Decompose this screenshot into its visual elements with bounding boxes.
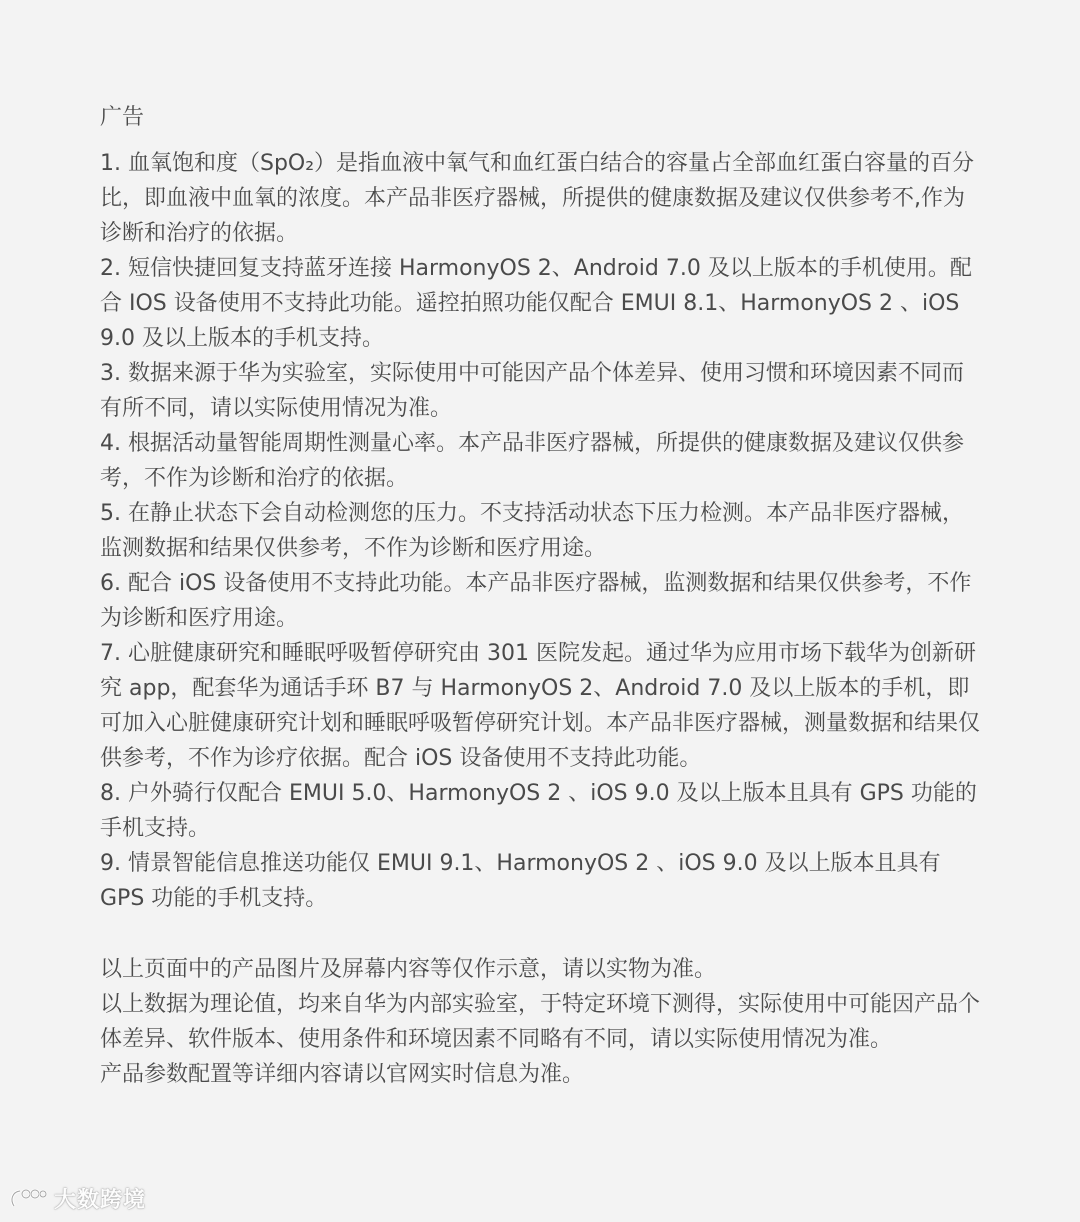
footnote-item: 6. 配合 iOS 设备使用不支持此功能。本产品非医疗器械，监测数据和结果仅供参考，不作为诊断和医疗用途。 [100,571,972,631]
disclaimer-line: 产品参数配置等详细内容请以官网实时信息为准。 [100,1062,585,1087]
footnote-item: 8. 户外骑行仅配合 EMUI 5.0、HarmonyOS 2 、iOS 9.0 及以上版本且具有 GPS 功能的手机支持。 [100,781,977,841]
footnote-list [100,146,980,916]
disclaimer-block [100,952,980,1092]
footnote-item: 1. 血氧饱和度（SpO₂）是指血液中氧气和血红蛋白结合的容量占全部血红蛋白容量的百分比，即血液中血氧的浓度。本产品非医疗器械，所提供的健康数据及建议仅供参考不,作为诊断和治疗的依据。 [100,151,975,246]
footnote-item: 2. 短信快捷回复支持蓝牙连接 HarmonyOS 2、Android 7.0 及以上版本的手机使用。配合 IOS 设备使用不支持此功能。遥控拍照功能仅配合 EMUI 8.1、HarmonyOS 2 、iOS 9.0 及以上版本的手机支持。 [100,256,972,351]
footnote-item: 9. 情景智能信息推送功能仅 EMUI 9.1、HarmonyOS 2 、iOS 9.0 及以上版本且具有 GPS 功能的手机支持。 [100,851,941,911]
footnote-item: 4. 根据活动量智能周期性测量心率。本产品非医疗器械，所提供的健康数据及建议仅供参考，不作为诊断和治疗的依据。 [100,431,964,491]
watermark-text: 大数跨境 [54,1188,147,1213]
document-body [100,100,980,1092]
footnote-item: 7. 心脏健康研究和睡眠呼吸暂停研究由 301 医院发起。通过华为应用市场下载华为创新研究 app，配套华为通话手环 B7 与 HarmonyOS 2、Android 7.0 及以上版本的手机，即可加入心脏健康研究计划和睡眠呼吸暂停研究计划。本产品非医疗器械，测量数据和结果仅供参考，不作为诊疗依据。配合 iOS 设备使用不支持此功能。 [100,641,981,771]
ad-heading: 广告 [100,105,145,130]
footnote-item: 5. 在静止状态下会自动检测您的压力。不支持活动状态下压力检测。本产品非医疗器械，监测数据和结果仅供参考，不作为诊断和医疗用途。 [100,501,964,561]
disclaimer-line: 以上数据为理论值，均来自华为内部实验室，于特定环境下测得，实际使用中可能因产品个体差异、软件版本、使用条件和环境因素不同略有不同，请以实际使用情况为准。 [100,992,981,1052]
disclaimer-line: 以上页面中的产品图片及屏幕内容等仅作示意，请以实物为准。 [100,957,717,982]
watermark [8,1183,146,1214]
brand-logo-icon [8,1186,48,1212]
footnote-item: 3. 数据来源于华为实验室，实际使用中可能因产品个体差异、使用习惯和环境因素不同而有所不同，请以实际使用情况为准。 [100,361,964,421]
